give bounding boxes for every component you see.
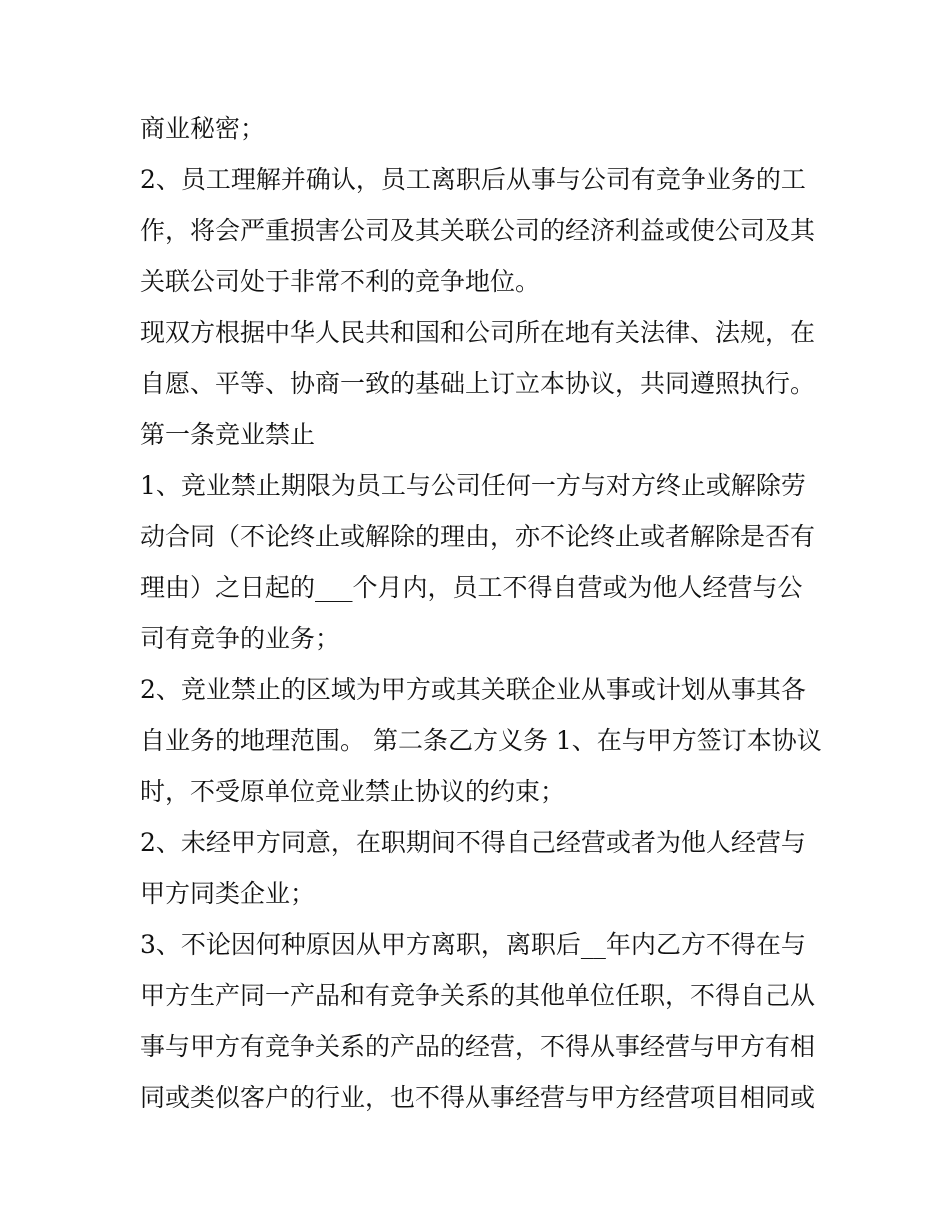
text-line: 自业务的地理范围。 第二条乙方义务 1、在与甲方签订本协议 bbox=[140, 726, 822, 755]
text-line: 3、不论因何种原因从甲方离职，离职后__年内乙方不得在与 bbox=[140, 930, 806, 959]
text-line: 事与甲方有竞争关系的产品的经营，不得从事经营与甲方有相 bbox=[140, 1032, 816, 1061]
text-line: 自愿、平等、协商一致的基础上订立本协议，共同遵照执行。 bbox=[140, 369, 816, 398]
text-line: 关联公司处于非常不利的竞争地位。 bbox=[140, 267, 541, 296]
text-line: 同或类似客户的行业，也不得从事经营与甲方经营项目相同或 bbox=[140, 1083, 816, 1112]
text-line: 2、未经甲方同意，在职期间不得自己经营或者为他人经营与 bbox=[140, 828, 806, 857]
text-line: 甲方生产同一产品和有竞争关系的其他单位任职，不得自己从 bbox=[140, 981, 816, 1010]
text-line: 时，不受原单位竞业禁止协议的约束； bbox=[140, 777, 566, 806]
text-line: 动合同（不论终止或解除的理由，亦不论终止或者解除是否有 bbox=[140, 522, 816, 551]
text-line: 司有竞争的业务； bbox=[140, 624, 341, 653]
text-line: 1、竞业禁止期限为员工与公司任何一方与对方终止或解除劳 bbox=[140, 471, 806, 500]
text-line: 商业秘密； bbox=[140, 114, 266, 143]
text-line: 作，将会严重损害公司及其关联公司的经济利益或使公司及其 bbox=[140, 216, 816, 245]
text-line: 现双方根据中华人民共和国和公司所在地有关法律、法规，在 bbox=[140, 318, 816, 347]
section-heading: 第一条竞业禁止 bbox=[140, 420, 316, 449]
text-line: 甲方同类企业； bbox=[140, 879, 316, 908]
text-line: 2、竞业禁止的区域为甲方或其关联企业从事或计划从事其各 bbox=[140, 675, 806, 704]
text-line: 2、员工理解并确认，员工离职后从事与公司有竞争业务的工 bbox=[140, 165, 806, 194]
text-line: 理由）之日起的___个月内，员工不得自营或为他人经营与公 bbox=[140, 573, 803, 602]
